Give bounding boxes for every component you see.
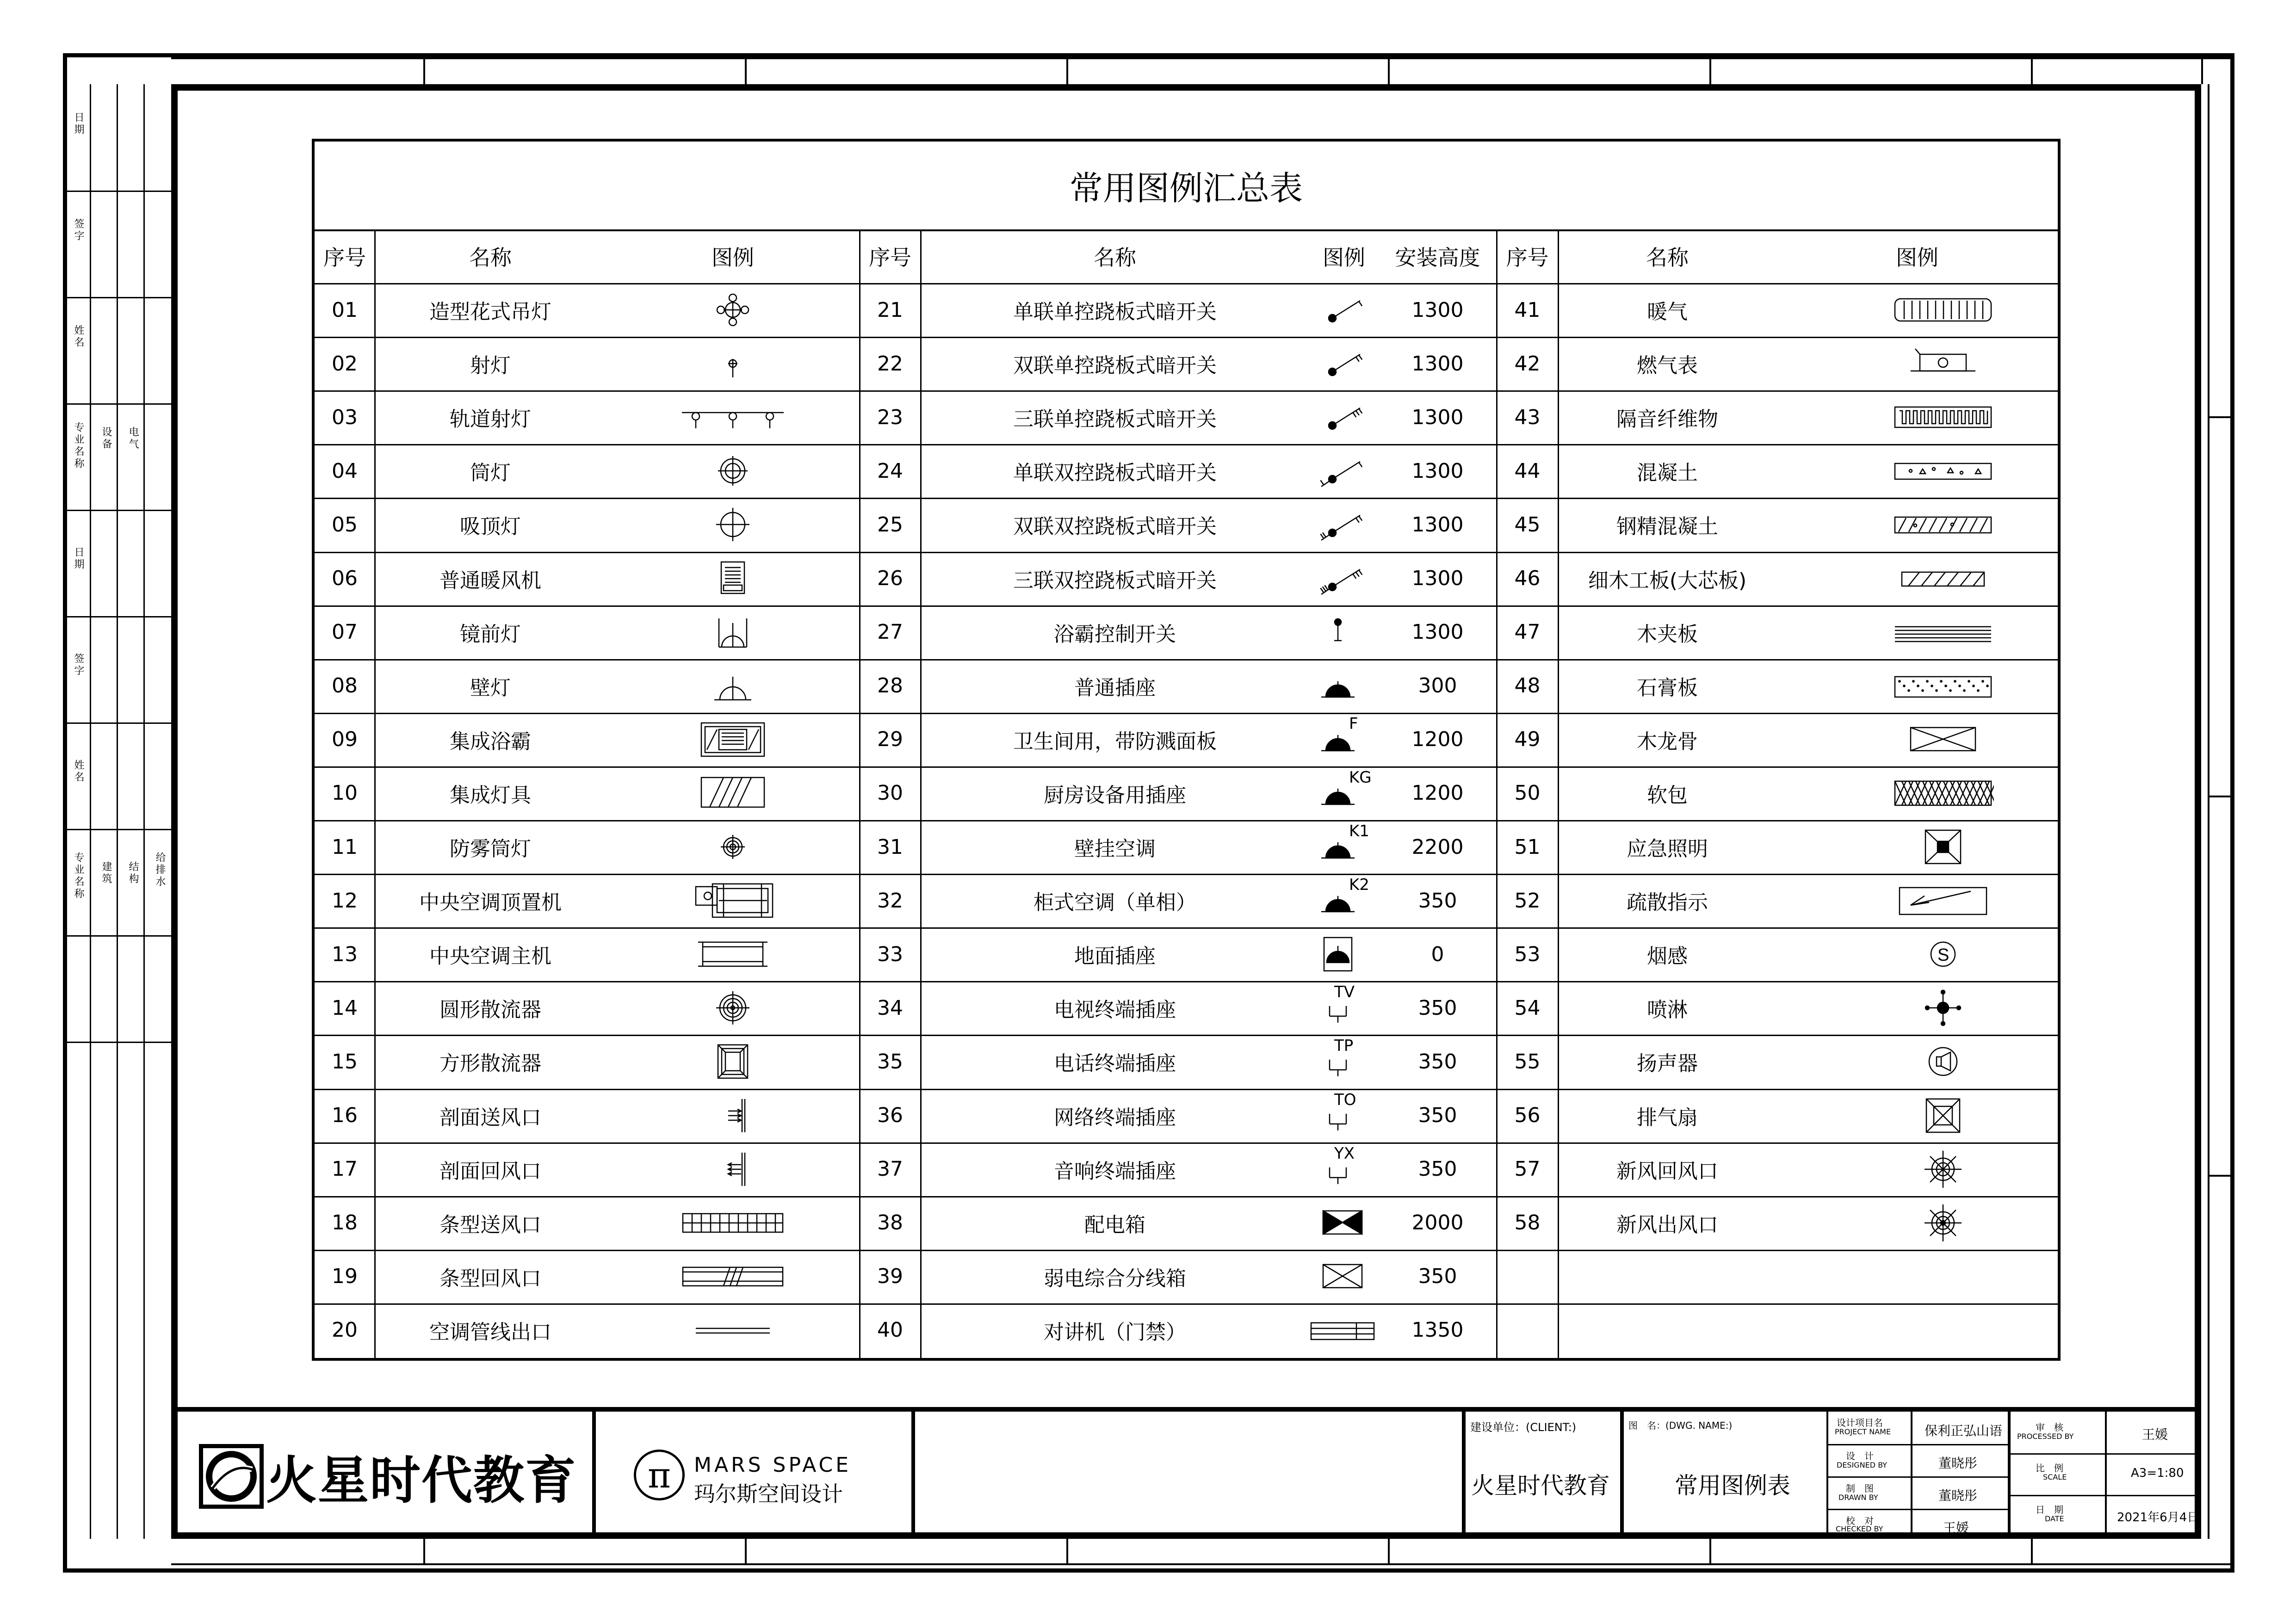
row-number: 14	[332, 996, 358, 1020]
downlight-icon	[710, 452, 756, 489]
bath-heater-icon	[700, 721, 765, 758]
item-name: 新风回风口	[1616, 1159, 1718, 1183]
item-name: 细木工板(大芯板)	[1588, 568, 1747, 592]
socket-tag: K1	[1349, 822, 1369, 840]
header-legend: 图例	[712, 245, 754, 270]
install-height: 300	[1418, 674, 1457, 698]
linear-supply-vent-icon	[682, 1204, 784, 1241]
row-number: 10	[332, 781, 358, 805]
ac-ceiling-unit-icon	[691, 882, 774, 919]
item-name: 电话终端插座	[1054, 1052, 1176, 1076]
row-number: 02	[332, 352, 358, 376]
switch-1-double-icon	[1319, 452, 1366, 489]
spotlight-icon	[710, 345, 756, 382]
integrated-light-icon	[700, 775, 765, 812]
intercom-icon	[1310, 1312, 1375, 1349]
row-number: 23	[877, 405, 903, 429]
gypsum-board-icon	[1892, 667, 1994, 704]
socket-tag: TV	[1334, 983, 1355, 1002]
socket-tag: TP	[1334, 1037, 1354, 1055]
project-label: 设计项目名	[1837, 1417, 1883, 1428]
row-number: 05	[332, 512, 358, 537]
client-value: 火星时代教育	[1471, 1472, 1610, 1499]
floor-socket-icon	[1319, 936, 1366, 973]
row-number: 54	[1514, 996, 1541, 1020]
install-height: 0	[1431, 942, 1444, 966]
signature-column	[63, 84, 171, 1539]
side-discipline-electrical: 电气	[127, 426, 139, 450]
item-name: 烟感	[1647, 944, 1688, 969]
row-number: 11	[332, 835, 358, 859]
plywood-icon	[1892, 614, 1994, 651]
checked-label: 校 对	[1846, 1515, 1874, 1526]
socket-tag: KG	[1349, 768, 1372, 787]
sprinkler-icon	[1897, 989, 1989, 1026]
row-number: 19	[332, 1265, 358, 1289]
install-height: 1300	[1411, 459, 1464, 483]
row-number: 44	[1514, 459, 1541, 483]
row-number: 49	[1514, 728, 1541, 752]
row-number: 37	[877, 1157, 903, 1181]
item-name: 圆形散流器	[439, 998, 541, 1022]
row-number: 22	[877, 352, 903, 376]
scale-value: A3=1:80	[2131, 1466, 2184, 1480]
item-name: 剖面回风口	[439, 1159, 541, 1183]
item-name: 壁挂空调	[1074, 837, 1156, 861]
item-name: 厨房设备用插座	[1044, 783, 1186, 807]
item-name: 钢精混凝土	[1616, 515, 1718, 539]
row-number: 42	[1514, 352, 1541, 376]
row-number: 40	[877, 1318, 903, 1342]
header-name: 名称	[469, 245, 512, 270]
scale-label-en: SCALE	[2043, 1473, 2067, 1481]
row-number: 48	[1514, 674, 1541, 698]
row-number: 32	[877, 889, 903, 913]
item-name: 排气扇	[1637, 1105, 1698, 1129]
item-name: 木夹板	[1637, 622, 1698, 646]
header-no: 序号	[1506, 245, 1549, 270]
row-number: 53	[1514, 942, 1541, 966]
header-no: 序号	[323, 245, 366, 270]
row-number: 56	[1514, 1104, 1541, 1128]
square-diffuser-icon	[710, 1043, 756, 1080]
client-label: 建设单位：(CLIENT:)	[1470, 1421, 1577, 1434]
item-name: 普通插座	[1074, 676, 1156, 700]
side-name-2: 姓名	[73, 759, 84, 784]
side-discipline-1: 专业名称	[73, 422, 84, 470]
soft-panel-icon	[1892, 775, 1994, 812]
low-voltage-box-icon	[1321, 1258, 1364, 1295]
install-height: 1350	[1411, 1318, 1464, 1342]
mirror-light-icon	[710, 614, 756, 651]
exhaust-fan-icon	[1897, 1097, 1989, 1134]
row-number: 57	[1514, 1157, 1541, 1181]
row-number: 39	[877, 1265, 903, 1289]
side-discipline-structure: 结构	[127, 861, 139, 885]
item-name: 石膏板	[1637, 676, 1698, 700]
row-number: 31	[877, 835, 903, 859]
install-height: 350	[1418, 889, 1457, 913]
scale-label: 比 例	[2036, 1463, 2063, 1474]
side-sign-1: 签字	[73, 218, 84, 242]
item-name: 配电箱	[1084, 1213, 1145, 1237]
row-number: 25	[877, 512, 903, 537]
item-name: 地面插座	[1074, 944, 1156, 969]
row-number: 45	[1514, 512, 1541, 537]
drawn-label-en: DRAWN BY	[1838, 1493, 1878, 1502]
item-name: 单联单控跷板式暗开关	[1013, 300, 1217, 324]
row-number: 12	[332, 889, 358, 913]
row-number: 47	[1514, 620, 1541, 644]
item-name: 剖面送风口	[439, 1105, 541, 1129]
install-height: 350	[1418, 996, 1457, 1020]
row-number: 16	[332, 1104, 358, 1128]
item-name: 新风出风口	[1616, 1213, 1718, 1237]
item-name: 浴霸控制开关	[1054, 622, 1176, 646]
gas-meter-icon	[1892, 345, 1994, 382]
logo-mars-space-cn: 玛尔斯空间设计	[694, 1481, 843, 1506]
speaker-icon	[1897, 1043, 1989, 1080]
install-height: 2000	[1411, 1211, 1464, 1235]
item-name: 柜式空调（单相）	[1034, 891, 1196, 915]
row-number: 17	[332, 1157, 358, 1181]
side-name-1: 姓名	[73, 325, 84, 349]
item-name: 喷淋	[1647, 998, 1688, 1022]
item-name: 普通暖风机	[439, 568, 541, 592]
item-name: 造型花式吊灯	[429, 300, 551, 324]
logo-mars-education: 火星时代教育	[266, 1451, 577, 1510]
row-number: 46	[1514, 567, 1541, 591]
side-sign-2: 签字	[73, 653, 84, 677]
item-name: 壁灯	[470, 676, 511, 700]
item-name: 方形散流器	[439, 1052, 541, 1076]
switch-1-single-icon	[1319, 291, 1366, 328]
distribution-box-icon	[1321, 1204, 1364, 1241]
project-label-en: PROJECT NAME	[1835, 1427, 1891, 1436]
item-name: 软包	[1647, 783, 1688, 807]
item-name: 双联单控跷板式暗开关	[1013, 354, 1217, 378]
item-name: 中央空调主机	[429, 944, 551, 969]
reinforced-concrete-icon	[1892, 506, 1994, 543]
ac-main-unit-icon	[693, 936, 772, 973]
pi-logo-icon: π	[634, 1450, 685, 1500]
item-name: 扬声器	[1637, 1052, 1698, 1076]
fresh-air-supply-icon	[1897, 1204, 1989, 1241]
side-discipline-plumbing: 给排水	[154, 852, 166, 888]
dwg-name-value: 常用图例表	[1675, 1472, 1790, 1499]
item-name: 隔音纤维物	[1616, 407, 1718, 432]
evacuation-sign-icon	[1897, 882, 1989, 919]
install-height: 350	[1418, 1157, 1457, 1181]
heater-icon	[710, 560, 756, 597]
switch-3-single-icon	[1319, 399, 1366, 436]
row-number: 15	[332, 1049, 358, 1074]
item-name: 混凝土	[1637, 461, 1698, 485]
item-name: 条型回风口	[439, 1266, 541, 1290]
linear-return-vent-icon	[682, 1258, 784, 1295]
track-light-icon	[682, 399, 784, 436]
row-number: 29	[877, 728, 903, 752]
install-height: 1300	[1411, 405, 1464, 429]
date-label-en: DATE	[2045, 1514, 2064, 1523]
row-number: 06	[332, 567, 358, 591]
header-install-height: 安装高度	[1395, 245, 1480, 270]
install-height: 2200	[1411, 835, 1464, 859]
row-number: 50	[1514, 781, 1541, 805]
table-title: 常用图例汇总表	[315, 142, 2058, 231]
switch-3-double-icon	[1319, 560, 1366, 597]
ceiling-light-icon	[710, 506, 756, 543]
row-number: 21	[877, 298, 903, 322]
wood-joist-icon	[1897, 721, 1989, 758]
item-name: 中央空调顶置机	[419, 891, 562, 915]
designed-label-en: DESIGNED BY	[1837, 1461, 1888, 1469]
row-number: 04	[332, 459, 358, 483]
install-height: 1300	[1411, 567, 1464, 591]
item-name: 弱电综合分线箱	[1044, 1266, 1186, 1290]
socket-tag: F	[1349, 714, 1358, 733]
item-name: 三联双控跷板式暗开关	[1013, 568, 1217, 592]
row-number: 08	[332, 674, 358, 698]
title-block	[171, 1407, 2201, 1539]
install-height: 1300	[1411, 298, 1464, 322]
acoustic-fiber-icon	[1892, 399, 1994, 436]
drawn-label: 制 图	[1846, 1483, 1874, 1494]
designed-label: 设 计	[1846, 1450, 1874, 1462]
socket-icon	[1319, 667, 1366, 704]
row-number: 26	[877, 567, 903, 591]
install-height: 1300	[1411, 512, 1464, 537]
item-name: 网络终端插座	[1054, 1105, 1176, 1129]
wall-light-icon	[710, 667, 756, 704]
item-name: 集成浴霸	[450, 729, 531, 753]
install-height: 1300	[1411, 620, 1464, 644]
item-name: 射灯	[470, 354, 511, 378]
header-legend: 图例	[1323, 245, 1365, 270]
row-number: 27	[877, 620, 903, 644]
blockboard-icon	[1899, 560, 1987, 597]
item-name: 卫生间用，带防溅面板	[1013, 729, 1217, 753]
install-height: 350	[1418, 1265, 1457, 1289]
install-height: 350	[1418, 1104, 1457, 1128]
project-value: 保利正弘山语	[1925, 1423, 2003, 1438]
emergency-light-icon	[1897, 828, 1989, 865]
row-number: 58	[1514, 1211, 1541, 1235]
row-number: 52	[1514, 889, 1541, 913]
item-name: 疏散指示	[1627, 891, 1708, 915]
checked-value: 王媛	[1943, 1520, 1969, 1536]
item-name: 电视终端插座	[1054, 998, 1176, 1022]
dwg-name-label: 图 名：(DWG. NAME:)	[1628, 1420, 1733, 1431]
bath-heater-switch-icon	[1319, 614, 1366, 651]
svg-text:S: S	[1937, 945, 1949, 965]
row-number: 38	[877, 1211, 903, 1235]
smoke-detector-icon	[1897, 936, 1989, 973]
row-number: 28	[877, 674, 903, 698]
row-number: 33	[877, 942, 903, 966]
checked-label-en: CHECKED BY	[1836, 1524, 1883, 1533]
round-diffuser-icon	[710, 989, 756, 1026]
side-date-2: 日期	[73, 547, 84, 571]
item-name: 双联双控跷板式暗开关	[1013, 515, 1217, 539]
switch-2-double-icon	[1319, 506, 1366, 543]
item-name: 音响终端插座	[1054, 1159, 1176, 1183]
install-height: 1300	[1411, 352, 1464, 376]
socket-tag: K2	[1349, 876, 1369, 895]
install-height: 1200	[1411, 728, 1464, 752]
item-name: 应急照明	[1627, 837, 1708, 861]
drawn-value: 董晓彤	[1938, 1488, 1978, 1503]
header-name: 名称	[1646, 245, 1689, 270]
item-name: 防雾筒灯	[450, 837, 531, 861]
row-number: 35	[877, 1049, 903, 1074]
install-height: 350	[1418, 1049, 1457, 1074]
section-return-vent-icon	[710, 1151, 756, 1188]
legend-table	[312, 139, 2061, 1361]
processed-label-en: PROCESSED BY	[2017, 1432, 2074, 1441]
row-number: 03	[332, 405, 358, 429]
header-no: 序号	[869, 245, 911, 270]
item-name: 三联单控跷板式暗开关	[1013, 407, 1217, 432]
item-name: 单联双控跷板式暗开关	[1013, 461, 1217, 485]
designed-value: 董晓彤	[1938, 1456, 1978, 1471]
section-supply-vent-icon	[710, 1097, 756, 1134]
row-number: 30	[877, 781, 903, 805]
processed-value: 王媛	[2142, 1427, 2168, 1442]
item-name: 吸顶灯	[460, 515, 521, 539]
side-date-1: 日期	[73, 112, 84, 136]
side-discipline-architecture: 建筑	[100, 861, 112, 885]
fresh-air-return-icon	[1897, 1151, 1989, 1188]
row-number: 55	[1514, 1049, 1541, 1074]
side-discipline-equipment: 设备	[100, 426, 112, 450]
item-name: 镜前灯	[460, 622, 521, 646]
item-name: 空调管线出口	[429, 1320, 551, 1344]
item-name: 筒灯	[470, 461, 511, 485]
switch-2-single-icon	[1319, 345, 1366, 382]
item-name: 对讲机（门禁）	[1044, 1320, 1186, 1344]
item-name: 轨道射灯	[450, 407, 531, 432]
processed-label: 审 核	[2036, 1422, 2063, 1433]
date-value: 2021年6月4日	[2117, 1511, 2199, 1524]
row-number: 13	[332, 942, 358, 966]
row-number: 34	[877, 996, 903, 1020]
chandelier-icon	[710, 291, 756, 328]
row-number: 36	[877, 1104, 903, 1128]
radiator-icon	[1892, 291, 1994, 328]
antifog-downlight-icon	[710, 828, 756, 865]
header-legend: 图例	[1896, 245, 1938, 270]
row-number: 24	[877, 459, 903, 483]
ac-pipe-outlet-icon	[682, 1312, 784, 1349]
row-number: 09	[332, 728, 358, 752]
row-number: 20	[332, 1318, 358, 1342]
row-number: 18	[332, 1211, 358, 1235]
row-number: 43	[1514, 405, 1541, 429]
item-name: 条型送风口	[439, 1213, 541, 1237]
item-name: 木龙骨	[1637, 729, 1698, 753]
install-height: 1200	[1411, 781, 1464, 805]
socket-tag: YX	[1334, 1144, 1355, 1163]
mars-logo-icon	[199, 1444, 264, 1509]
header-name: 名称	[1094, 245, 1136, 270]
row-number: 07	[332, 620, 358, 644]
date-label: 日 期	[2036, 1504, 2063, 1515]
item-name: 暖气	[1647, 300, 1688, 324]
logo-mars-space-en: MARS SPACE	[694, 1453, 852, 1477]
item-name: 集成灯具	[450, 783, 531, 807]
row-number: 01	[332, 298, 358, 322]
side-discipline-2: 专业名称	[73, 852, 84, 900]
row-number: 51	[1514, 835, 1541, 859]
item-name: 燃气表	[1637, 354, 1698, 378]
socket-tag: TO	[1334, 1090, 1356, 1109]
row-number: 41	[1514, 298, 1541, 322]
concrete-icon	[1892, 452, 1994, 489]
